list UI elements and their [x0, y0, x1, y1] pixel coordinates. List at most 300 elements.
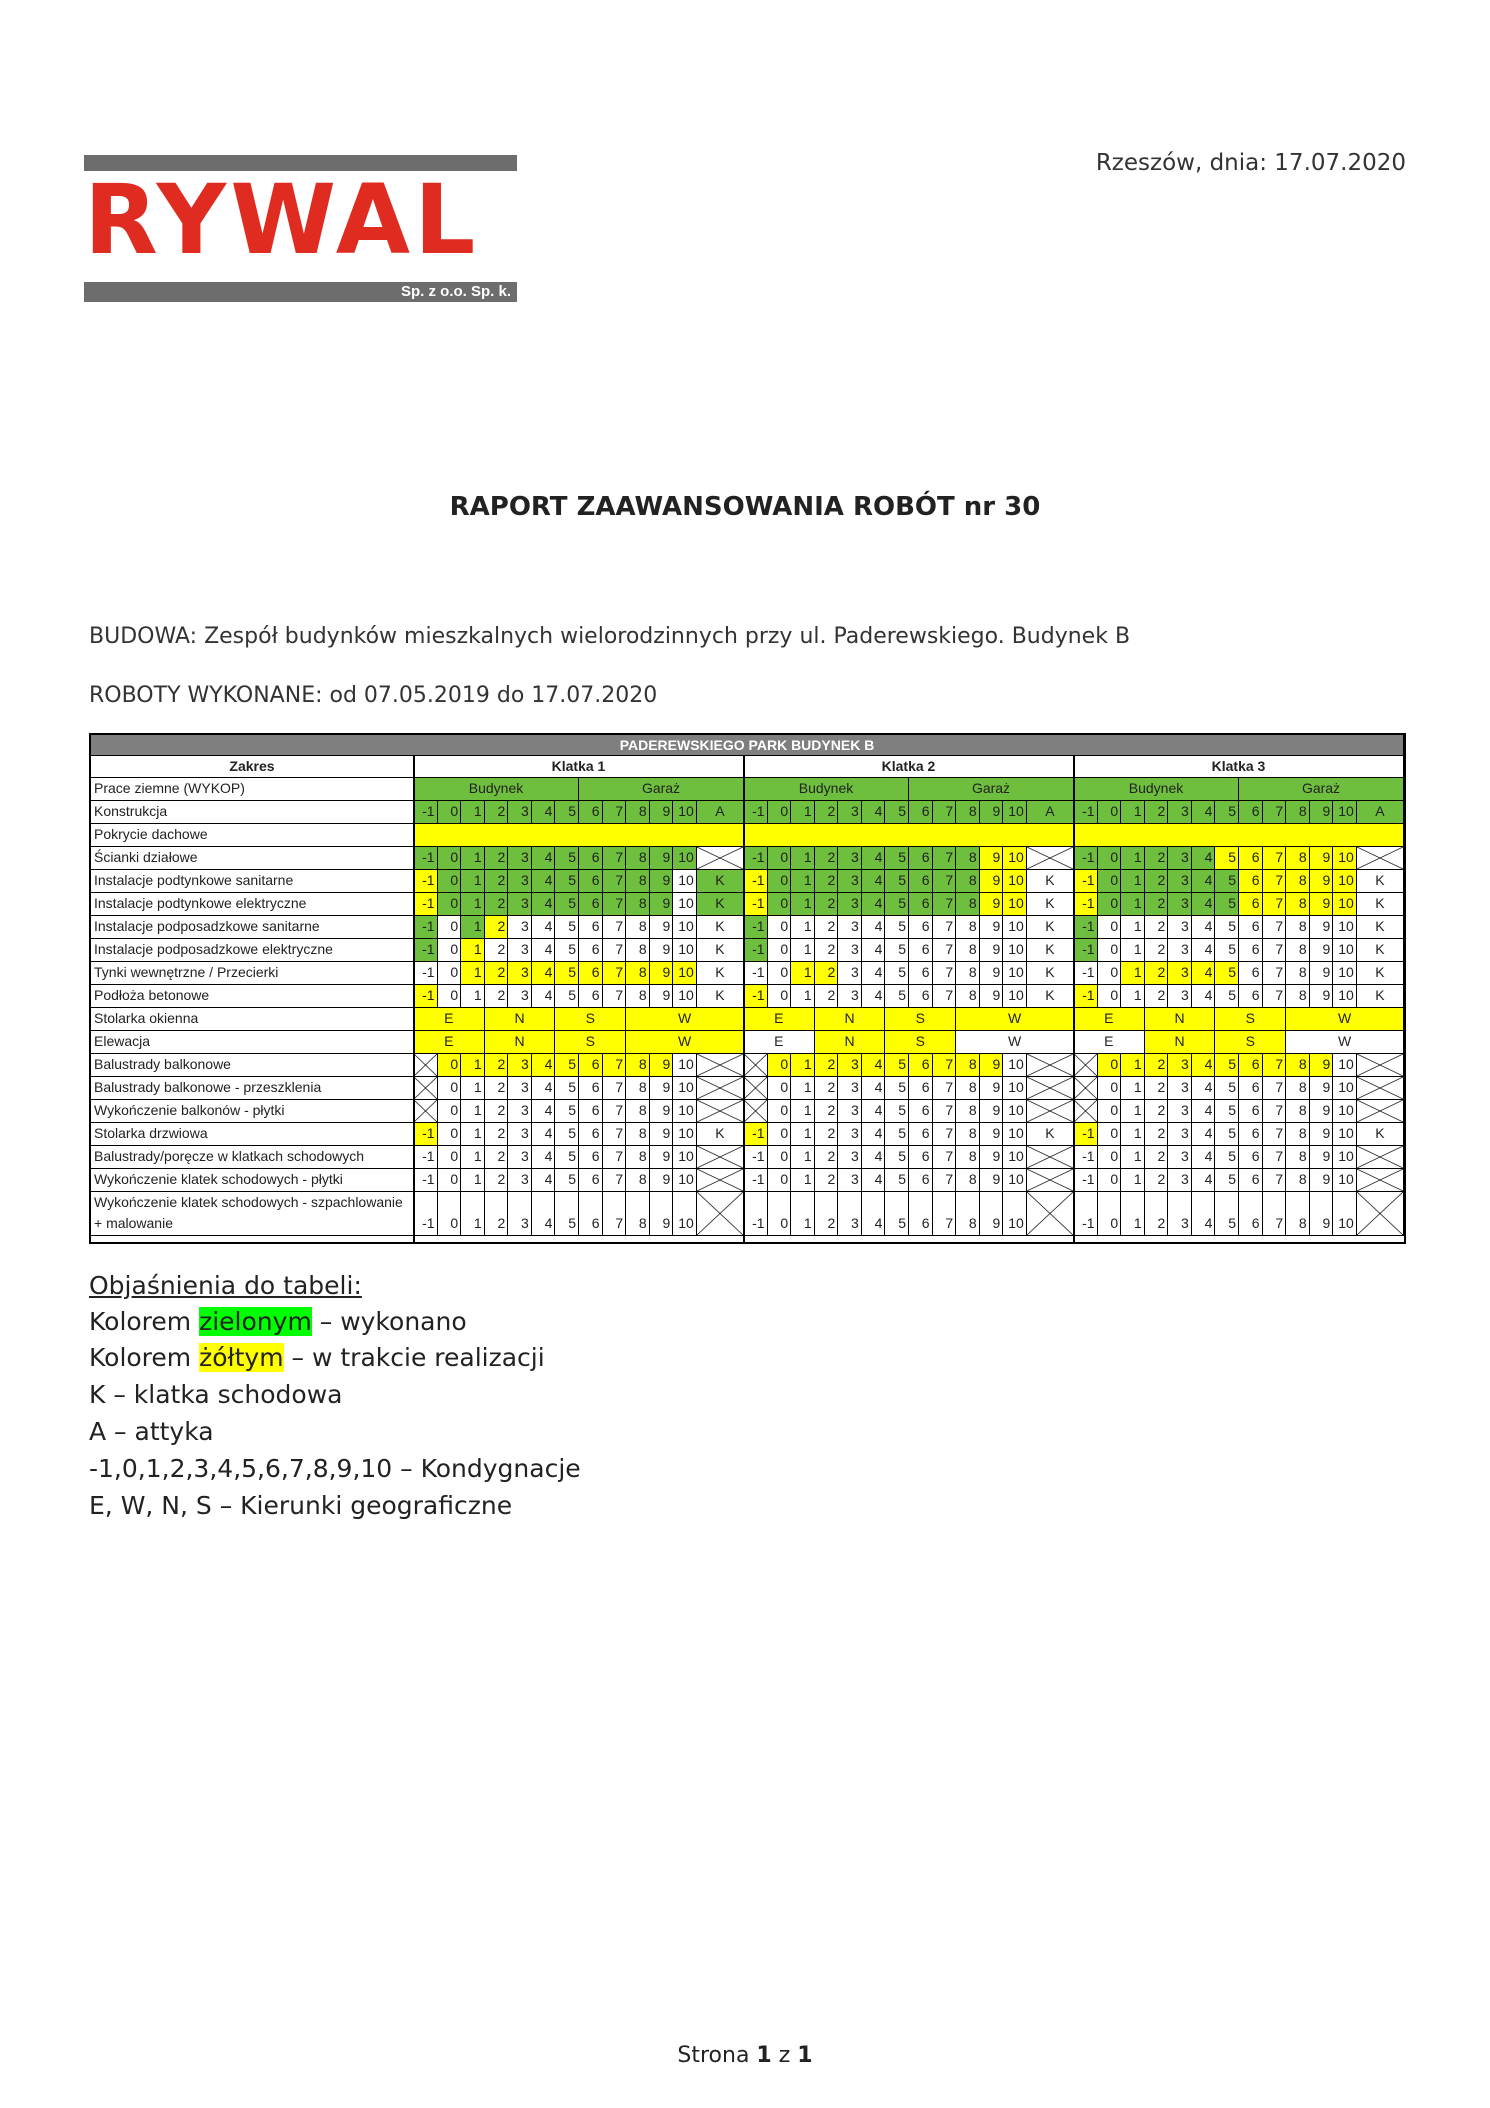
- floor-cell: 6: [909, 847, 933, 870]
- floor-cell: 5: [885, 985, 909, 1008]
- na-cell: [1074, 1077, 1098, 1100]
- floor-cell: 2: [1145, 1192, 1169, 1236]
- direction-cell: E: [744, 1031, 815, 1054]
- floor-cell: 6: [579, 1054, 603, 1077]
- floor-cell: 1: [461, 1192, 485, 1236]
- floor-cell: 2: [815, 916, 839, 939]
- floor-cell: 8: [1286, 1100, 1310, 1123]
- floor-cell: 1: [461, 1054, 485, 1077]
- floor-cell: 9: [650, 1169, 674, 1192]
- floor-cell: 8: [1286, 893, 1310, 916]
- attyka-cell: A: [697, 801, 744, 824]
- floor-cell: 1: [791, 801, 815, 824]
- floor-cell: 7: [1263, 916, 1287, 939]
- floor-cell: 4: [532, 1192, 556, 1236]
- floor-cell: 7: [603, 847, 627, 870]
- floor-cell: 5: [1215, 962, 1239, 985]
- floor-cell: 3: [1168, 893, 1192, 916]
- floor-cell: 8: [956, 801, 980, 824]
- floor-cell: 3: [1168, 801, 1192, 824]
- floor-cell: 10: [1333, 1054, 1357, 1077]
- floor-cell: -1: [744, 985, 768, 1008]
- row-fill: [414, 824, 1404, 847]
- na-cell: [697, 1192, 744, 1236]
- floor-cell: 6: [909, 916, 933, 939]
- floor-cell: 10: [1333, 1146, 1357, 1169]
- floor-cell: 0: [438, 1054, 462, 1077]
- legend-yellow: [89, 1343, 545, 1372]
- legend-yellow-prefix: Kolorem: [89, 1343, 200, 1372]
- floor-cell: 9: [980, 893, 1004, 916]
- floor-cell: 1: [1121, 962, 1145, 985]
- progress-table: [89, 733, 1406, 1244]
- klatka-cell: K: [1357, 939, 1404, 962]
- row-label: Ścianki działowe: [91, 847, 414, 870]
- floor-cell: 8: [626, 916, 650, 939]
- na-cell: [414, 1100, 438, 1123]
- floor-cell: -1: [414, 916, 438, 939]
- direction-cell: S: [1215, 1031, 1286, 1054]
- floor-cell: 10: [1003, 801, 1027, 824]
- floor-cell: 10: [673, 939, 697, 962]
- floor-cell: 2: [485, 1169, 509, 1192]
- floor-cell: 4: [862, 962, 886, 985]
- klatka-cell: K: [1027, 893, 1074, 916]
- floor-cell: -1: [744, 893, 768, 916]
- floor-cell: 5: [1215, 1146, 1239, 1169]
- floor-cell: 2: [1145, 870, 1169, 893]
- floor-cell: 2: [815, 962, 839, 985]
- floor-cell: 7: [603, 893, 627, 916]
- na-cell: [744, 1077, 768, 1100]
- floor-cell: 5: [555, 1077, 579, 1100]
- floor-cell: 9: [650, 870, 674, 893]
- na-cell: [1357, 1146, 1404, 1169]
- floor-cell: 2: [815, 1146, 839, 1169]
- floor-cell: 2: [1145, 1146, 1169, 1169]
- floor-cell: 9: [1310, 1146, 1334, 1169]
- floor-cell: 2: [815, 1077, 839, 1100]
- floor-cell: 5: [885, 1077, 909, 1100]
- floor-cell: 3: [838, 1100, 862, 1123]
- floor-cell: 0: [438, 893, 462, 916]
- floor-cell: 10: [1003, 916, 1027, 939]
- floor-cell: 6: [1239, 1146, 1263, 1169]
- floor-cell: 9: [980, 1169, 1004, 1192]
- floor-cell: 5: [555, 1169, 579, 1192]
- floor-cell: 6: [909, 870, 933, 893]
- floor-cell: 3: [838, 1077, 862, 1100]
- floor-cell: -1: [414, 962, 438, 985]
- floor-cell: 9: [1310, 1123, 1334, 1146]
- floor-cell: 5: [1215, 1169, 1239, 1192]
- floor-cell: 7: [603, 916, 627, 939]
- floor-cell: 6: [579, 1077, 603, 1100]
- floor-cell: 1: [1121, 1169, 1145, 1192]
- floor-cell: 8: [1286, 1192, 1310, 1236]
- floor-cell: 8: [956, 1123, 980, 1146]
- floor-cell: 7: [933, 1146, 957, 1169]
- floor-cell: 6: [1239, 916, 1263, 939]
- floor-cell: 7: [603, 1054, 627, 1077]
- klatka-cell: K: [1357, 962, 1404, 985]
- floor-cell: 7: [1263, 893, 1287, 916]
- floor-cell: 2: [1145, 1077, 1169, 1100]
- floor-cell: 5: [555, 1123, 579, 1146]
- floor-cell: 7: [603, 801, 627, 824]
- floor-cell: 6: [1239, 1169, 1263, 1192]
- floor-cell: 8: [1286, 962, 1310, 985]
- direction-cell: E: [414, 1031, 485, 1054]
- report-title: RAPORT ZAAWANSOWANIA ROBÓT nr 30: [449, 492, 1041, 522]
- floor-cell: 1: [1121, 801, 1145, 824]
- floor-cell: 6: [909, 1100, 933, 1123]
- floor-cell: 8: [1286, 870, 1310, 893]
- floor-cell: 5: [885, 939, 909, 962]
- floor-cell: 2: [485, 939, 509, 962]
- floor-cell: 3: [508, 1100, 532, 1123]
- floor-cell: 8: [956, 847, 980, 870]
- floor-cell: 5: [885, 1054, 909, 1077]
- floor-cell: 7: [603, 1146, 627, 1169]
- floor-cell: 0: [768, 870, 792, 893]
- floor-cell: 6: [909, 962, 933, 985]
- floor-cell: 3: [838, 939, 862, 962]
- floor-cell: 6: [909, 1146, 933, 1169]
- floor-cell: 0: [438, 1123, 462, 1146]
- floor-cell: 10: [673, 985, 697, 1008]
- floor-cell: 1: [791, 893, 815, 916]
- floor-cell: 9: [1310, 801, 1334, 824]
- floor-cell: -1: [414, 939, 438, 962]
- floor-cell: 4: [1192, 1077, 1216, 1100]
- floor-cell: 6: [1239, 870, 1263, 893]
- floor-cell: 8: [956, 1146, 980, 1169]
- floor-cell: 7: [933, 1077, 957, 1100]
- floor-cell: 4: [532, 1054, 556, 1077]
- floor-cell: 10: [1003, 1077, 1027, 1100]
- floor-cell: 5: [1215, 893, 1239, 916]
- direction-cell: S: [885, 1008, 956, 1031]
- floor-cell: 1: [1121, 985, 1145, 1008]
- floor-cell: 1: [791, 870, 815, 893]
- floor-cell: 9: [980, 939, 1004, 962]
- direction-cell: E: [1074, 1008, 1145, 1031]
- row-label: Instalacje podposadzkowe sanitarne: [91, 916, 414, 939]
- floor-cell: 0: [1098, 801, 1122, 824]
- row-label: Balustrady balkonowe: [91, 1054, 414, 1077]
- floor-cell: 8: [956, 1100, 980, 1123]
- floor-cell: 6: [1239, 847, 1263, 870]
- floor-cell: 3: [508, 962, 532, 985]
- floor-cell: 10: [1003, 1192, 1027, 1236]
- floor-cell: 3: [838, 1192, 862, 1236]
- floor-cell: 2: [485, 870, 509, 893]
- floor-cell: 4: [862, 916, 886, 939]
- floor-cell: 10: [1003, 1123, 1027, 1146]
- row-label: Prace ziemne (WYKOP): [91, 778, 414, 801]
- floor-cell: 6: [909, 1192, 933, 1236]
- legend-k: K – klatka schodowa: [89, 1380, 343, 1409]
- document-date: Rzeszów, dnia: 17.07.2020: [1095, 150, 1406, 176]
- floor-cell: 7: [603, 1077, 627, 1100]
- floor-cell: 2: [815, 985, 839, 1008]
- floor-cell: 4: [1192, 985, 1216, 1008]
- floor-cell: 4: [862, 939, 886, 962]
- floor-cell: 5: [1215, 1054, 1239, 1077]
- legend-heading: Objaśnienia do tabeli:: [89, 1271, 362, 1300]
- floor-cell: 6: [1239, 1192, 1263, 1236]
- direction-cell: N: [1145, 1008, 1216, 1031]
- direction-cell: N: [485, 1031, 556, 1054]
- floor-cell: 5: [555, 1192, 579, 1236]
- direction-cell: W: [626, 1008, 744, 1031]
- floor-cell: 10: [1003, 1169, 1027, 1192]
- floor-cell: 3: [508, 801, 532, 824]
- row-label: Wykończenie klatek schodowych - płytki: [91, 1169, 414, 1192]
- floor-cell: 0: [768, 916, 792, 939]
- klatka-header: Klatka 3: [1074, 756, 1404, 778]
- floor-cell: 0: [768, 1146, 792, 1169]
- floor-cell: -1: [1074, 1123, 1098, 1146]
- floor-cell: 10: [1003, 1146, 1027, 1169]
- floor-cell: 0: [768, 1192, 792, 1236]
- floor-cell: 0: [1098, 1100, 1122, 1123]
- floor-cell: 7: [1263, 870, 1287, 893]
- floor-cell: 1: [461, 1077, 485, 1100]
- floor-cell: -1: [1074, 1192, 1098, 1236]
- floor-cell: 7: [933, 939, 957, 962]
- floor-cell: 0: [438, 939, 462, 962]
- floor-cell: 7: [1263, 1123, 1287, 1146]
- row-label: Pokrycie dachowe: [91, 824, 414, 847]
- na-cell: [697, 1169, 744, 1192]
- floor-cell: 9: [650, 962, 674, 985]
- floor-cell: 5: [555, 939, 579, 962]
- floor-cell: 8: [626, 893, 650, 916]
- floor-cell: 3: [838, 962, 862, 985]
- floor-cell: 2: [485, 916, 509, 939]
- row-label: Stolarka okienna: [91, 1008, 414, 1031]
- floor-cell: 3: [1168, 916, 1192, 939]
- logo-top-bar: [84, 155, 517, 171]
- floor-cell: 7: [603, 1192, 627, 1236]
- floor-cell: 8: [956, 870, 980, 893]
- floor-cell: 3: [838, 1123, 862, 1146]
- floor-cell: -1: [1074, 962, 1098, 985]
- legend-directions: E, W, N, S – Kierunki geograficzne: [89, 1491, 513, 1520]
- floor-cell: 5: [885, 1169, 909, 1192]
- floor-cell: 8: [1286, 1077, 1310, 1100]
- floor-cell: 1: [1121, 1192, 1145, 1236]
- floor-cell: 8: [956, 893, 980, 916]
- floor-cell: 5: [1215, 1192, 1239, 1236]
- zakres-header: Zakres: [91, 756, 414, 778]
- floor-cell: 9: [980, 801, 1004, 824]
- floor-cell: 1: [1121, 939, 1145, 962]
- floor-cell: 10: [1003, 1100, 1027, 1123]
- floor-cell: 2: [1145, 962, 1169, 985]
- floor-cell: -1: [744, 870, 768, 893]
- floor-cell: 9: [980, 1054, 1004, 1077]
- direction-cell: W: [956, 1008, 1074, 1031]
- floor-cell: 1: [461, 801, 485, 824]
- floor-cell: 3: [1168, 985, 1192, 1008]
- floor-cell: 2: [815, 939, 839, 962]
- floor-cell: 7: [1263, 1146, 1287, 1169]
- direction-cell: E: [414, 1008, 485, 1031]
- klatka-cell: K: [697, 939, 744, 962]
- footer-total: 1: [797, 2043, 813, 2068]
- floor-cell: 4: [1192, 1054, 1216, 1077]
- floor-cell: 6: [1239, 1123, 1263, 1146]
- floor-cell: 5: [885, 1100, 909, 1123]
- floor-cell: 0: [768, 1054, 792, 1077]
- floor-cell: 2: [485, 1054, 509, 1077]
- floor-cell: 4: [862, 801, 886, 824]
- na-cell: [1074, 1054, 1098, 1077]
- floor-cell: 6: [579, 870, 603, 893]
- floor-cell: 6: [579, 1100, 603, 1123]
- floor-cell: 7: [603, 962, 627, 985]
- floor-cell: 10: [1003, 985, 1027, 1008]
- klatka-cell: K: [1357, 1123, 1404, 1146]
- row-label: Elewacja: [91, 1031, 414, 1054]
- legend-green-prefix: Kolorem: [89, 1307, 200, 1336]
- floor-cell: 8: [1286, 939, 1310, 962]
- klatka-cell: K: [1357, 985, 1404, 1008]
- floor-cell: 2: [485, 1100, 509, 1123]
- direction-cell: S: [555, 1008, 626, 1031]
- floor-cell: 10: [673, 870, 697, 893]
- klatka-header: Klatka 1: [414, 756, 744, 778]
- floor-cell: 9: [650, 1077, 674, 1100]
- floor-cell: 7: [933, 916, 957, 939]
- floor-cell: 2: [815, 893, 839, 916]
- floor-cell: 2: [485, 847, 509, 870]
- floor-cell: -1: [1074, 847, 1098, 870]
- floor-cell: 4: [862, 847, 886, 870]
- group-garaz: Garaż: [1239, 778, 1404, 801]
- floor-cell: 3: [838, 870, 862, 893]
- floor-cell: 10: [1333, 1169, 1357, 1192]
- floor-cell: 3: [1168, 1169, 1192, 1192]
- floor-cell: 6: [579, 1146, 603, 1169]
- floor-cell: 3: [508, 916, 532, 939]
- floor-cell: 0: [438, 1100, 462, 1123]
- floor-cell: 7: [1263, 1100, 1287, 1123]
- floor-cell: 5: [885, 801, 909, 824]
- na-cell: [1357, 1192, 1404, 1236]
- floor-cell: 4: [1192, 962, 1216, 985]
- floor-cell: 0: [438, 870, 462, 893]
- floor-cell: 2: [815, 870, 839, 893]
- floor-cell: 10: [673, 916, 697, 939]
- floor-cell: 3: [1168, 962, 1192, 985]
- row-label: Instalacje podtynkowe sanitarne: [91, 870, 414, 893]
- floor-cell: 4: [862, 1146, 886, 1169]
- floor-cell: 4: [1192, 1169, 1216, 1192]
- floor-cell: 2: [1145, 939, 1169, 962]
- floor-cell: 2: [1145, 847, 1169, 870]
- floor-cell: 1: [1121, 870, 1145, 893]
- floor-cell: 4: [862, 985, 886, 1008]
- floor-cell: 9: [1310, 916, 1334, 939]
- floor-cell: -1: [744, 847, 768, 870]
- floor-cell: 5: [885, 1123, 909, 1146]
- floor-cell: 9: [1310, 847, 1334, 870]
- floor-cell: 4: [1192, 870, 1216, 893]
- floor-cell: -1: [414, 893, 438, 916]
- floor-cell: -1: [744, 1123, 768, 1146]
- floor-cell: 5: [555, 801, 579, 824]
- floor-cell: 10: [1333, 1077, 1357, 1100]
- floor-cell: 10: [673, 801, 697, 824]
- floor-cell: 5: [1215, 1077, 1239, 1100]
- floor-cell: 5: [555, 870, 579, 893]
- floor-cell: 7: [1263, 1077, 1287, 1100]
- floor-cell: 8: [1286, 916, 1310, 939]
- floor-cell: 10: [1333, 1100, 1357, 1123]
- attyka-cell: A: [1027, 801, 1074, 824]
- floor-cell: 6: [1239, 1077, 1263, 1100]
- floor-cell: 0: [438, 985, 462, 1008]
- floor-cell: 1: [461, 1146, 485, 1169]
- floor-cell: 5: [555, 916, 579, 939]
- floor-cell: 1: [1121, 1054, 1145, 1077]
- klatka-cell: K: [1357, 916, 1404, 939]
- floor-cell: 3: [838, 1054, 862, 1077]
- floor-cell: 8: [956, 985, 980, 1008]
- floor-cell: 10: [1333, 985, 1357, 1008]
- klatka-separator: [413, 756, 415, 1242]
- floor-cell: 10: [1333, 1192, 1357, 1236]
- na-cell: [414, 1077, 438, 1100]
- floor-cell: 4: [1192, 1192, 1216, 1236]
- floor-cell: 0: [1098, 1077, 1122, 1100]
- floor-cell: 7: [933, 1192, 957, 1236]
- floor-cell: 6: [579, 1169, 603, 1192]
- na-cell: [1027, 1077, 1074, 1100]
- floor-cell: 2: [1145, 1054, 1169, 1077]
- floor-cell: 4: [532, 1100, 556, 1123]
- floor-cell: 6: [1239, 962, 1263, 985]
- floor-cell: 8: [1286, 1146, 1310, 1169]
- klatka-cell: K: [1357, 893, 1404, 916]
- floor-cell: 9: [1310, 870, 1334, 893]
- floor-cell: 8: [956, 1077, 980, 1100]
- floor-cell: 5: [885, 1146, 909, 1169]
- floor-cell: 10: [1003, 1054, 1027, 1077]
- klatka-cell: K: [697, 962, 744, 985]
- floor-cell: 7: [933, 870, 957, 893]
- floor-cell: 1: [791, 962, 815, 985]
- floor-cell: 4: [862, 893, 886, 916]
- floor-cell: 2: [815, 847, 839, 870]
- floor-cell: 7: [603, 939, 627, 962]
- floor-cell: 1: [1121, 916, 1145, 939]
- floor-cell: 10: [673, 847, 697, 870]
- floor-cell: 2: [1145, 916, 1169, 939]
- floor-cell: 8: [626, 939, 650, 962]
- floor-cell: 1: [791, 916, 815, 939]
- floor-cell: 3: [838, 893, 862, 916]
- floor-cell: 6: [909, 1054, 933, 1077]
- floor-cell: 6: [909, 1123, 933, 1146]
- floor-cell: 6: [909, 801, 933, 824]
- legend-floors: -1,0,1,2,3,4,5,6,7,8,9,10 – Kondygnacje: [89, 1454, 581, 1483]
- na-cell: [1027, 1169, 1074, 1192]
